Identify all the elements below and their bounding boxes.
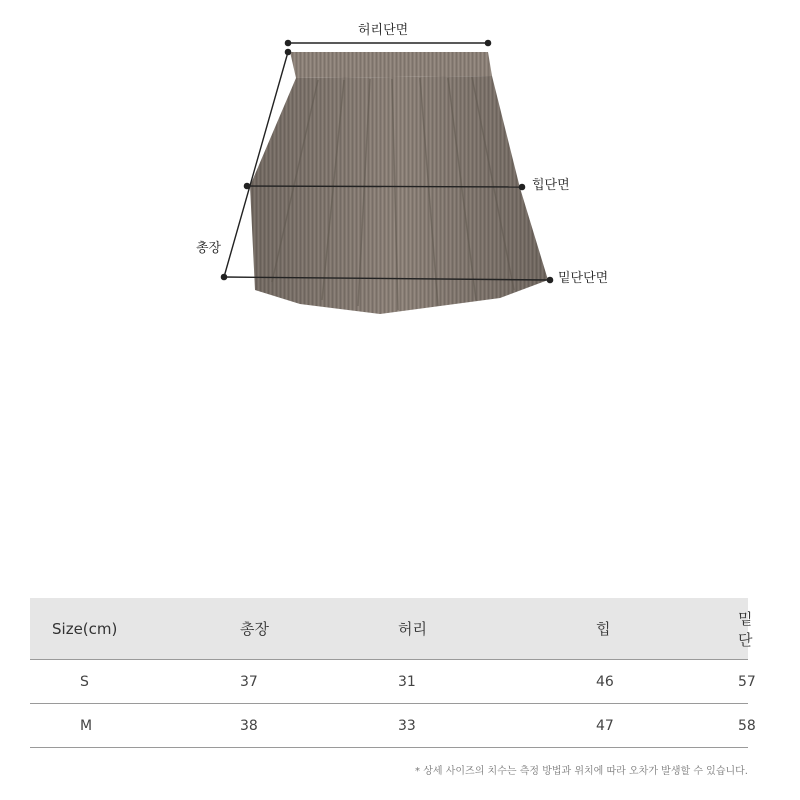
row-hip-cell: 46 (498, 660, 696, 704)
row-size-cell: S (30, 660, 202, 704)
table-row (30, 660, 748, 704)
header-hip: 힙 (498, 598, 696, 660)
header-length: 총장 (202, 598, 340, 660)
waist-label: 허리단면 (358, 23, 409, 38)
table-row (30, 704, 748, 748)
header-hem: 밑단 (696, 598, 748, 660)
row-waist-cell: 31 (340, 660, 498, 704)
header-waist: 허리 (340, 598, 498, 660)
length-label: 총장 (196, 241, 222, 256)
row-hem-cell: 58 (696, 704, 748, 748)
hip-measure-line (247, 186, 522, 187)
row-hem-cell: 57 (696, 660, 748, 704)
skirt-illustration (0, 0, 800, 340)
row-length-cell: 37 (202, 660, 340, 704)
hem-label: 밑단단면 (558, 271, 609, 286)
size-table (30, 598, 756, 748)
row-waist-cell: 33 (340, 704, 498, 748)
skirt-diagram (0, 0, 800, 340)
size-table-header (30, 598, 748, 660)
measurement-note: * 상세 사이즈의 치수는 측정 방법과 위치에 따라 오차가 발생할 수 있습니다. (415, 766, 748, 777)
row-hip-cell: 47 (498, 704, 696, 748)
header-size: Size(cm) (30, 598, 202, 660)
hip-label: 힙단면 (532, 178, 570, 193)
row-length-cell: 38 (202, 704, 340, 748)
waistband (290, 52, 492, 78)
size-table-container (30, 598, 756, 748)
row-size-cell: M (30, 704, 202, 748)
